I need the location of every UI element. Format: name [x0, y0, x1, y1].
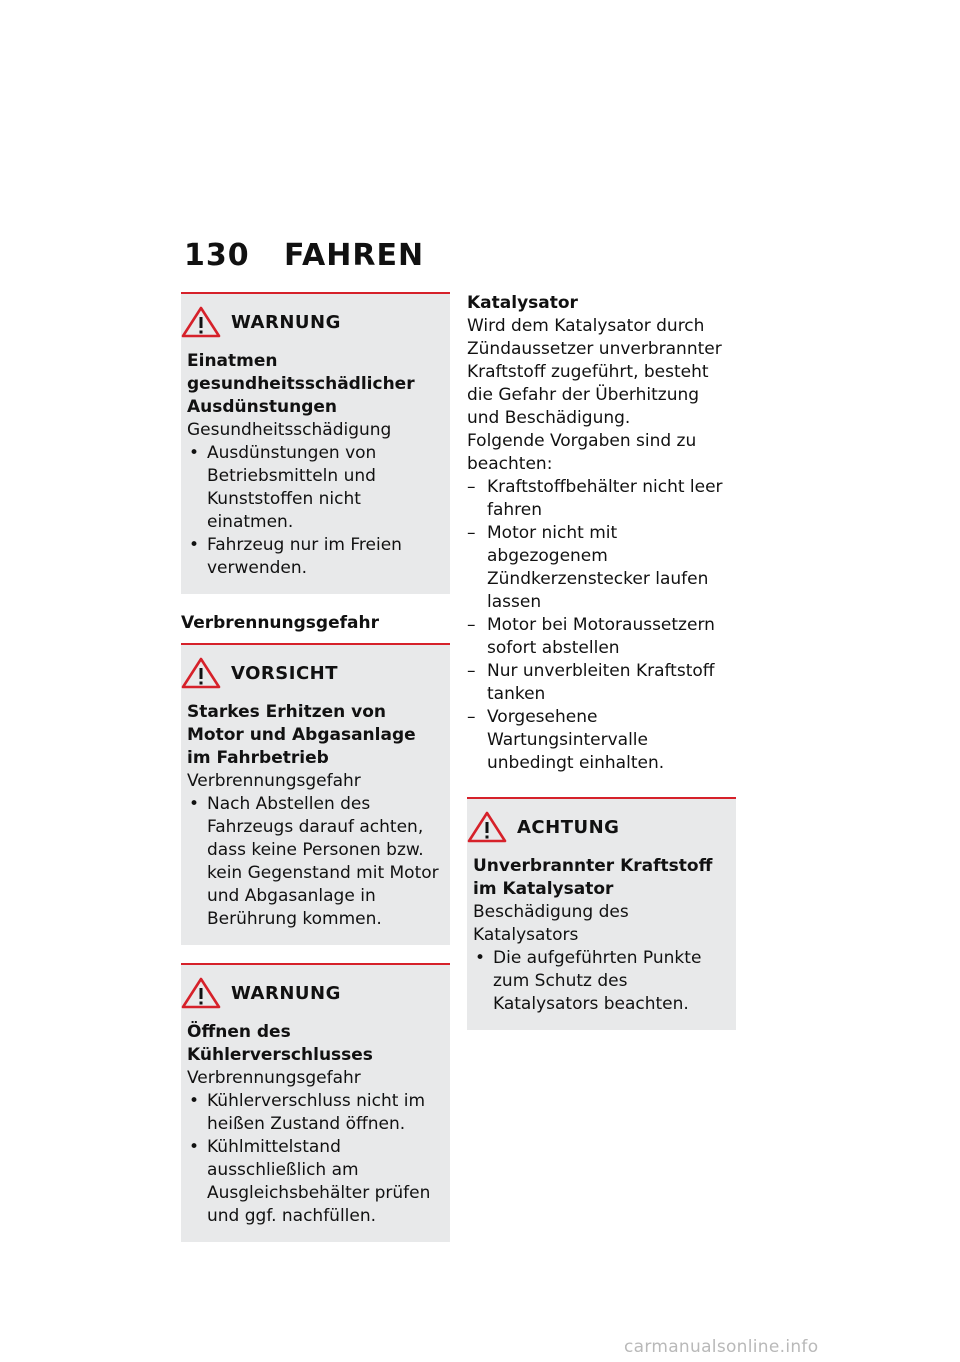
notice-label: WARNUNG	[231, 982, 341, 1004]
list-item: • Fahrzeug nur im Freien verwenden.	[187, 534, 444, 580]
notice-header	[187, 977, 444, 1009]
notice-instructions	[187, 1090, 444, 1228]
left-column	[181, 292, 450, 1260]
attention-box-catalyst	[467, 797, 736, 1030]
list-item: – Nur unverbleiten Kraftstoff tanken	[467, 660, 736, 706]
notice-title: Starkes Erhitzen von Motor und Abgasanlage im Fahrbetrieb	[187, 702, 416, 768]
notice-instructions	[473, 947, 730, 1016]
warning-triangle-icon	[181, 977, 221, 1009]
notice-header	[473, 811, 730, 843]
warning-box-inhalation	[181, 292, 450, 594]
warning-box-radiator-cap	[181, 963, 450, 1242]
notice-header	[187, 657, 444, 689]
notice-instructions	[187, 442, 444, 580]
notice-cause: Verbrennungsgefahr	[187, 1068, 361, 1088]
notice-cause: Beschädigung des Katalysators	[473, 902, 629, 945]
notice-title: Öffnen des Kühlerverschlusses	[187, 1022, 373, 1065]
page-number: 130	[184, 238, 250, 273]
list-item: • Ausdünstungen von Betriebsmitteln und Kunststoffen nicht einatmen.	[187, 442, 444, 534]
notice-title: Einatmen gesundheitsschädlicher Ausdünstungen	[187, 351, 415, 417]
notice-title: Unverbrannter Kraftstoff im Katalysator	[473, 856, 713, 899]
watermark-link[interactable]: carmanualsonline.info	[624, 1337, 819, 1357]
notice-instructions	[187, 793, 444, 931]
page-header	[184, 238, 424, 278]
chapter-title: FAHREN	[284, 238, 425, 273]
notice-label: WARNUNG	[231, 311, 341, 333]
warning-triangle-icon	[181, 657, 221, 689]
list-item: • Die aufgeführten Punkte zum Schutz des Katalysators beachten.	[473, 947, 730, 1016]
notice-cause: Verbrennungsgefahr	[187, 771, 361, 791]
notice-label: VORSICHT	[231, 662, 338, 684]
list-item: – Vorgesehene Wartungsintervalle unbedingt einhalten.	[467, 706, 736, 775]
list-item: – Motor nicht mit abgezogenem Zündkerzenstecker laufen lassen	[467, 522, 736, 614]
caution-box-hot-engine	[181, 643, 450, 945]
section-heading-burn-hazard: Verbrennungsgefahr	[181, 613, 379, 633]
catalyst-rules-list	[467, 476, 736, 775]
list-item: – Kraftstoffbehälter nicht leer fahren	[467, 476, 736, 522]
list-item: • Kühlerverschluss nicht im heißen Zustand öffnen.	[187, 1090, 444, 1136]
warning-triangle-icon	[467, 811, 507, 843]
catalyst-intro: Wird dem Katalysator durch Zündaussetzer unverbrannter Kraftstoff zugeführt, besteht die Gefahr der Überhitzung und Beschädigung.	[467, 316, 722, 428]
notice-cause: Gesundheitsschädigung	[187, 420, 392, 440]
warning-triangle-icon	[181, 306, 221, 338]
notice-label: ACHTUNG	[517, 816, 620, 838]
notice-header	[187, 306, 444, 338]
list-item: • Nach Abstellen des Fahrzeugs darauf achten, dass keine Personen bzw. kein Gegenstand mit Motor und Abgasanlage in Berührung kommen.	[187, 793, 444, 931]
right-column	[467, 292, 736, 1048]
catalyst-followup: Folgende Vorgaben sind zu beachten:	[467, 431, 697, 474]
list-item: – Motor bei Motoraussetzern sofort abstellen	[467, 614, 736, 660]
list-item: • Kühlmittelstand ausschließlich am Ausgleichsbehälter prüfen und ggf. nachfüllen.	[187, 1136, 444, 1228]
section-heading-catalyst: Katalysator	[467, 293, 578, 313]
